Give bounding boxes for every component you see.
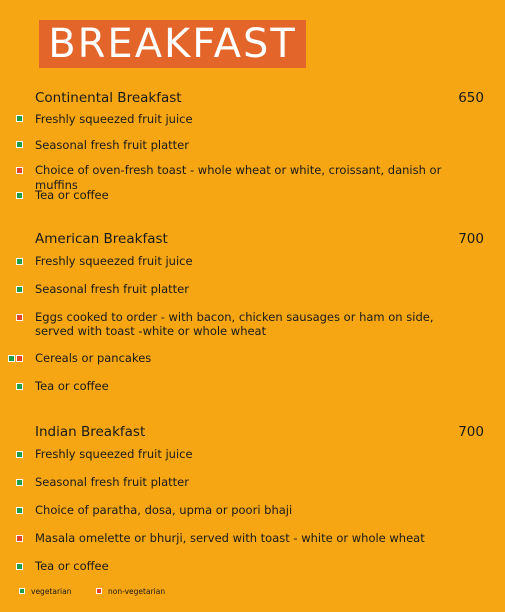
list-item: Cereals or pancakes <box>35 351 152 365</box>
page-title: BREAKFAST <box>48 21 297 67</box>
veg-icon <box>16 115 23 122</box>
veg-icon <box>16 192 23 199</box>
veg-icon <box>16 141 23 148</box>
section-name: Continental Breakfast <box>35 90 182 106</box>
list-item: Choice of oven-fresh toast - whole wheat or white, croissant, danish or muffins <box>35 163 442 192</box>
section-name: American Breakfast <box>35 231 168 247</box>
list-item: Seasonal fresh fruit platter <box>35 475 189 489</box>
list-item: Freshly squeezed fruit juice <box>35 112 193 126</box>
veg-icon <box>16 383 23 390</box>
veg-icon <box>8 355 15 362</box>
veg-icon <box>16 286 23 293</box>
section-price: 700 <box>458 424 484 440</box>
section-indian <box>35 424 484 444</box>
section-price: 650 <box>458 90 484 106</box>
list-item: Seasonal fresh fruit platter <box>35 282 189 296</box>
section-american <box>35 231 484 251</box>
list-item: Tea or coffee <box>35 188 109 202</box>
veg-icon <box>16 507 23 514</box>
non-veg-icon <box>16 314 23 321</box>
title-banner <box>39 20 306 68</box>
section-continental <box>35 90 484 110</box>
veg-legend-icon <box>19 588 25 594</box>
list-item: Freshly squeezed fruit juice <box>35 447 193 461</box>
non-veg-legend-icon <box>96 588 102 594</box>
veg-icon <box>16 479 23 486</box>
veg-icon <box>16 258 23 265</box>
list-item: Tea or coffee <box>35 379 109 393</box>
section-price: 700 <box>458 231 484 247</box>
list-item: Eggs cooked to order - with bacon, chicken sausages or ham on side, <box>35 310 434 324</box>
non-veg-icon <box>16 167 23 174</box>
list-item: Tea or coffee <box>35 559 109 573</box>
non-veg-legend-label: non-vegetarian <box>108 587 166 596</box>
non-veg-icon <box>16 535 23 542</box>
section-name: Indian Breakfast <box>35 424 146 440</box>
list-item: Choice of paratha, dosa, upma or poori bhaji <box>35 503 293 517</box>
list-item: Masala omelette or bhurji, served with toast - white or whole wheat <box>35 531 425 545</box>
veg-icon <box>16 563 23 570</box>
veg-legend-label: vegetarian <box>31 587 72 596</box>
list-item-continued: served with toast -white or whole wheat <box>35 324 267 338</box>
veg-icon <box>16 451 23 458</box>
list-item: Freshly squeezed fruit juice <box>35 254 193 268</box>
list-item: Seasonal fresh fruit platter <box>35 138 189 152</box>
non-veg-icon <box>16 355 23 362</box>
